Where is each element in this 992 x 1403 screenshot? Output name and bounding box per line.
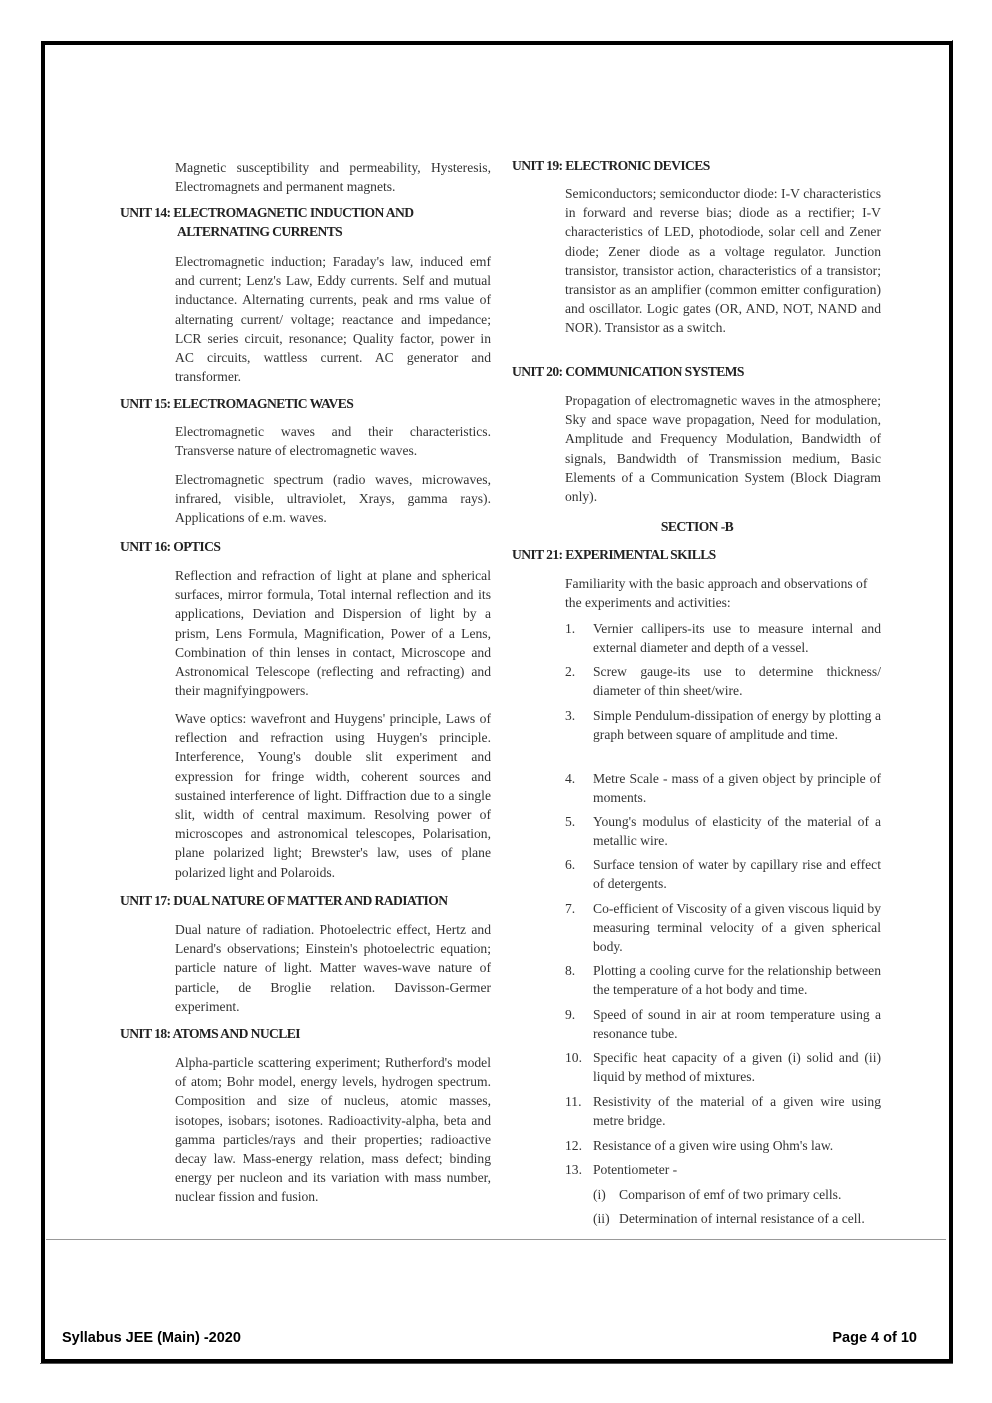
sub-item-text: Determination of internal resistance of a cell. <box>619 1211 865 1226</box>
item-number: 8. <box>565 963 576 978</box>
item-text: Vernier callipers-its use to measure internal and external diameter and depth of a vessel. <box>593 621 881 656</box>
paragraph: Electromagnetic spectrum (radio waves, microwaves, infrared, visible, ultraviolet, Xrays, gamma rays). Applications of e.m. waves. <box>175 472 491 526</box>
unit-15-heading: UNIT 15: ELECTROMAGNETIC WAVES <box>120 396 354 411</box>
experiment-item <box>565 1005 881 1043</box>
item-number: 2. <box>565 664 576 679</box>
item-number: 12. <box>565 1138 582 1153</box>
item-text: Plotting a cooling curve for the relationship between the temperature of a hot body and time. <box>593 963 881 998</box>
item-number: 9. <box>565 1007 576 1022</box>
unit-21-heading: UNIT 21: EXPERIMENTAL SKILLS <box>512 547 716 562</box>
sub-item-number: (i) <box>593 1187 606 1202</box>
paragraph: Electromagnetic waves and their characteristics. Transverse nature of electromagnetic waves. <box>175 424 491 459</box>
sub-item-number: (ii) <box>593 1211 610 1226</box>
item-text: Screw gauge-its use to determine thickness/ diameter of thin sheet/wire. <box>593 664 881 699</box>
item-number: 7. <box>565 901 576 916</box>
page-number: Page 4 of 10 <box>832 1330 917 1346</box>
experiment-item <box>565 1048 881 1086</box>
unit-14-heading-cont: ALTERNATING CURRENTS <box>177 224 343 239</box>
paragraph: Wave optics: wavefront and Huygens' principle, Laws of reflection and refraction using Huygen's principle. Interference, Young's double slit experiment and expression for fringe width, coherent sources and sustained interference of light. Diffraction due to a single slit, width of central maximum. Resolving power of microscopes and astronomical telescopes, Polarisation, plane polarized light; Brewster's law, uses of plane polarized light and Polaroids. <box>175 711 491 880</box>
unit-18-heading: UNIT 18: ATOMS AND NUCLEI <box>120 1026 300 1041</box>
item-text: Surface tension of water by capillary rise and effect of detergents. <box>593 857 881 892</box>
paragraph: Magnetic susceptibility and permeability, Hysteresis, Electromagnets and permanent magnets. <box>175 160 491 195</box>
experiment-item <box>565 1136 881 1155</box>
paragraph: Semiconductors; semiconductor diode: I-V characteristics in forward and reverse bias; diode as a rectifier; I-V characteristics of LED, photodiode, solar cell and Zener diode; Zener diode as a voltage regulator. Junction transistor, transistor action, characteristics of a transistor; transistor as an amplifier (common emitter configuration) and oscillator. Logic gates (OR, AND, NOT, NAND and NOR). Transistor as a switch. <box>565 186 881 336</box>
item-text: Resistance of a given wire using Ohm's law. <box>593 1138 834 1153</box>
unit-16-heading: UNIT 16: OPTICS <box>120 539 221 554</box>
experiment-item <box>565 855 881 893</box>
item-text: Simple Pendulum-dissipation of energy by plotting a graph between square of amplitude and time. <box>593 708 881 743</box>
experiment-item <box>565 1092 881 1130</box>
sub-item <box>593 1185 841 1204</box>
experiment-item <box>565 812 881 850</box>
paragraph: Reflection and refraction of light at plane and spherical surfaces, mirror formula, Total internal reflection and its applications, Deviation and Dispersion of light by a prism, Lens Formula, Magnification, Power of a Lens, Combination of thin lenses in contact, Microscope and Astronomical Telescope (reflecting and refracting) and their magnifyingpowers. <box>175 568 491 699</box>
experiment-item <box>565 769 881 807</box>
item-number: 4. <box>565 771 576 786</box>
item-text: Specific heat capacity of a given (i) solid and (ii) liquid by method of mixtures. <box>593 1050 881 1085</box>
item-number: 13. <box>565 1162 582 1177</box>
item-text: Young's modulus of elasticity of the material of a metallic wire. <box>593 814 881 849</box>
footer-title: Syllabus JEE (Main) -2020 <box>62 1330 241 1346</box>
paragraph: Propagation of electromagnetic waves in the atmosphere; Sky and space wave propagation, Need for modulation, Amplitude and Frequency Modulation, Bandwidth of signals, Bandwidth of Transmission medium, Basic Elements of a Communication System (Block Diagram only). <box>565 393 881 505</box>
item-text: Resistivity of the material of a given wire using metre bridge. <box>593 1094 881 1129</box>
experiment-item <box>565 961 881 999</box>
sub-item-text: Comparison of emf of two primary cells. <box>619 1187 842 1202</box>
item-text: Metre Scale - mass of a given object by principle of moments. <box>593 771 881 806</box>
paragraph: Alpha-particle scattering experiment; Rutherford's model of atom; Bohr model, energy levels, hydrogen spectrum. Composition and size of nucleus, atomic masses, isotopes, isobars; isotones. Radioactivity-alpha, beta and gamma particles/rays and their properties; radioactive decay law. Mass-energy relation, mass defect; binding energy per nucleon and its variation with mass number, nuclear fission and fusion. <box>175 1055 491 1205</box>
item-text: Speed of sound in air at room temperature using a resonance tube. <box>593 1007 881 1042</box>
item-number: 10. <box>565 1050 582 1065</box>
unit-20-heading: UNIT 20: COMMUNICATION SYSTEMS <box>512 364 744 379</box>
item-text: Potentiometer - <box>593 1162 678 1177</box>
item-number: 3. <box>565 708 576 723</box>
paragraph: Dual nature of radiation. Photoelectric effect, Hertz and Lenard's observations; Einstein's photoelectric equation; particle nature of light. Matter waves-wave nature of particle, de Broglie relation. Davisson-Germer experiment. <box>175 922 491 1014</box>
item-text: Co-efficient of Viscosity of a given viscous liquid by measuring terminal velocity of a given spherical body. <box>593 901 881 955</box>
sub-item <box>593 1209 865 1228</box>
section-b-heading: SECTION -B <box>660 519 734 534</box>
item-number: 6. <box>565 857 576 872</box>
unit-19-heading: UNIT 19: ELECTRONIC DEVICES <box>512 158 710 173</box>
paragraph: Electromagnetic induction; Faraday's law, induced emf and current; Lenz's Law, Eddy currents. Self and mutual inductance. Alternating currents, peak and rms value of alternating current/ voltage; reactance and impedance; LCR series circuit, resonance; Quality factor, power in AC circuits, wattless current. AC generator and transformer. <box>175 254 491 385</box>
paragraph: Familiarity with the basic approach and observations of the experiments and activities: <box>565 576 868 611</box>
experiment-item <box>565 619 881 657</box>
unit-17-heading: UNIT 17: DUAL NATURE OF MATTER AND RADIATION <box>120 893 448 908</box>
experiment-item <box>565 706 881 744</box>
experiment-item <box>565 662 881 700</box>
experiment-item <box>565 899 881 957</box>
experiment-item <box>565 1160 881 1179</box>
item-number: 11. <box>565 1094 582 1109</box>
item-number: 1. <box>565 621 576 636</box>
unit-14-heading: UNIT 14: ELECTROMAGNETIC INDUCTION AND <box>120 205 414 220</box>
item-number: 5. <box>565 814 576 829</box>
